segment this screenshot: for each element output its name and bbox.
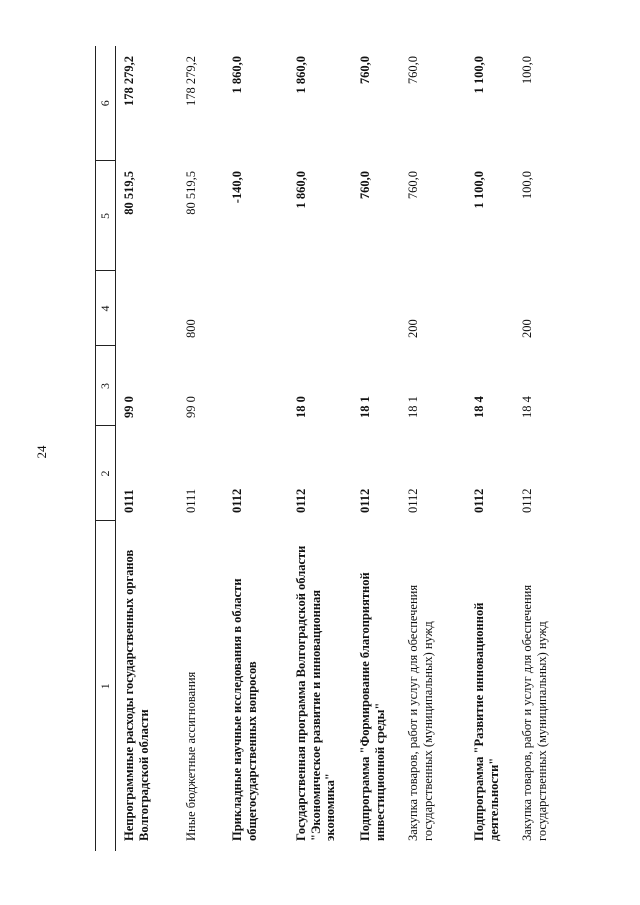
cell-amount-col5: 100,0 — [520, 171, 534, 200]
cell-target-article: 18 4 — [520, 396, 534, 418]
cell-amount-col6: 760,0 — [406, 56, 420, 85]
cell-expense-type — [224, 271, 288, 346]
cell-amount-col6: 100,0 — [520, 56, 534, 85]
budget-table-rotated — [95, 46, 610, 851]
cell-expense-type — [288, 271, 352, 346]
cell-section-code: 0111 — [122, 489, 136, 513]
page-number: 24 — [34, 445, 49, 459]
cell-amount-col6: 1 860,0 — [294, 56, 308, 94]
table-row — [514, 46, 580, 851]
cell-amount-col6: 760,0 — [358, 56, 372, 85]
cell-amount-col5: -140,0 — [230, 171, 244, 204]
cell-section-code: 0112 — [358, 488, 372, 513]
cell-name: Закупка товаров, работ и услуг для обеспечения государственных (муниципальных) нужд — [406, 584, 435, 841]
table-row — [178, 46, 224, 851]
table-row — [288, 46, 352, 851]
table-row — [224, 46, 288, 851]
cell-section-code: 0112 — [230, 488, 244, 513]
cell-name: Подпрограмма "Развитие инновационной деятельности" — [472, 602, 501, 841]
cell-section-code: 0112 — [294, 488, 308, 513]
cell-target-article: 99 0 — [184, 396, 198, 418]
cell-expense-type — [352, 271, 400, 346]
cell-expense-type — [116, 271, 179, 346]
cell-name: Подпрограмма "Формирование благоприятной инвестиционной среды" — [358, 572, 387, 841]
cell-amount-col5: 760,0 — [406, 171, 420, 200]
cell-amount-col6: 178 279,2 — [184, 56, 198, 106]
cell-amount-col6: 178 279,2 — [122, 56, 136, 106]
cell-target-article: 18 4 — [472, 396, 486, 418]
cell-amount-col5: 1 100,0 — [472, 171, 486, 209]
cell-amount-col5: 760,0 — [358, 171, 372, 200]
cell-target-article: 18 1 — [358, 396, 372, 418]
cell-expense-type — [466, 271, 514, 346]
cell-name: Непрограммные расходы государственных органов Волгоградской области — [122, 549, 151, 841]
header-col-6: 6 — [96, 46, 116, 161]
cell-name: Закупка товаров, работ и услуг для обеспечения государственных (муниципальных) нужд — [520, 584, 549, 841]
cell-amount-col6: 1 860,0 — [230, 56, 244, 94]
cell-section-code: 0112 — [472, 488, 486, 513]
cell-section-code: 0112 — [406, 488, 420, 513]
cell-expense-type: 800 — [184, 319, 198, 338]
cell-name: Государственная программа Волгоградской области "Экономическое развитие и инновационная экономика" — [294, 545, 337, 841]
cell-section-code: 0111 — [184, 488, 198, 513]
cell-amount-col5: 1 860,0 — [294, 171, 308, 209]
cell-amount-col5: 80 519,5 — [122, 171, 136, 215]
header-col-3: 3 — [96, 346, 116, 426]
cell-target-article: 99 0 — [122, 396, 136, 418]
cell-amount-col5: 80 519,5 — [184, 171, 198, 215]
table-row — [400, 46, 466, 851]
cell-expense-type: 200 — [520, 319, 534, 338]
header-col-2: 2 — [96, 426, 116, 521]
cell-target-article — [224, 346, 288, 426]
header-col-4: 4 — [96, 271, 116, 346]
table-body — [116, 46, 581, 851]
cell-name: Иные бюджетные ассигнования — [184, 671, 198, 841]
cell-amount-col6: 1 100,0 — [472, 56, 486, 94]
cell-target-article: 18 0 — [294, 396, 308, 418]
cell-target-article: 18 1 — [406, 396, 420, 418]
cell-expense-type: 200 — [406, 319, 420, 338]
header-row — [96, 46, 116, 851]
cell-name: Прикладные научные исследования в области общегосударственных вопросов — [230, 578, 259, 841]
cell-section-code: 0112 — [520, 488, 534, 513]
header-col-1: 1 — [96, 521, 116, 851]
table-row — [466, 46, 514, 851]
table-row — [352, 46, 400, 851]
budget-table — [95, 46, 580, 851]
header-col-5: 5 — [96, 161, 116, 271]
table-row — [116, 46, 179, 851]
